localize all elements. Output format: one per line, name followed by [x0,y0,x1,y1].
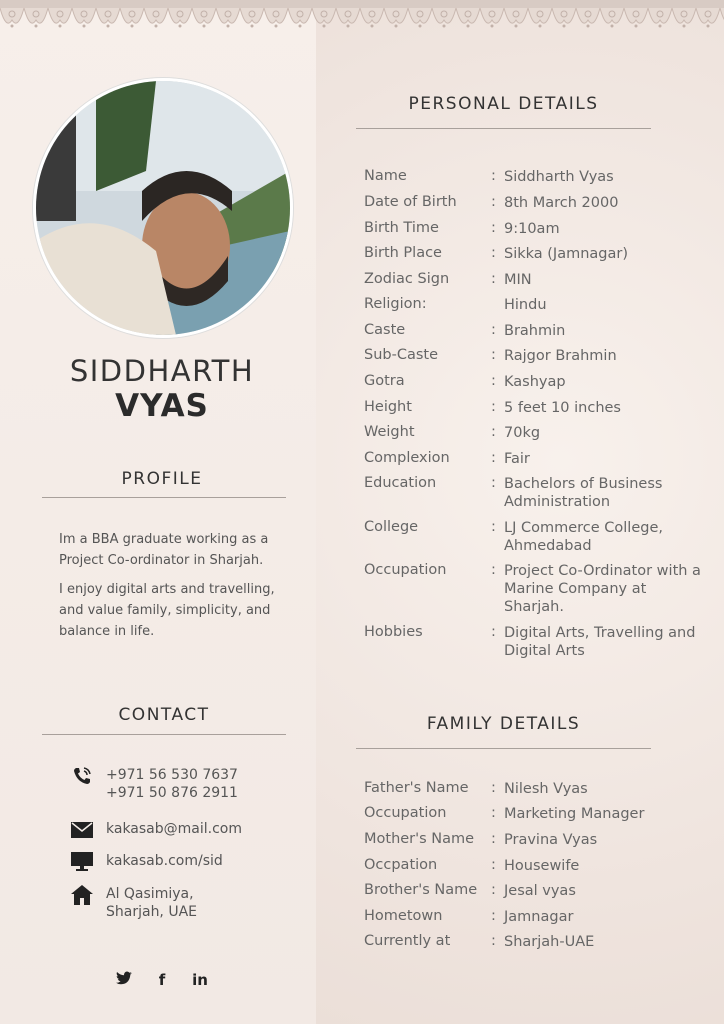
family-label: Mother's Name [364,831,475,847]
personal-value: LJ Commerce College, Ahmedabad [504,520,663,554]
personal-value: MIN [504,272,532,288]
personal-value: Siddharth Vyas [504,169,614,185]
personal-label: Weight [364,424,415,440]
family-separator: : [491,805,496,821]
personal-label: Complexion [364,450,450,466]
twitter-icon[interactable] [115,971,133,989]
monitor-icon [70,852,94,872]
personal-separator: : [491,475,496,491]
personal-separator: : [491,562,496,578]
contact-divider [42,734,286,735]
family-value: Jamnagar [504,909,574,925]
family-separator: : [491,933,496,949]
personal-label: Birth Place [364,245,442,261]
profile-heading: PROFILE [121,469,203,489]
family-label: Occupation [364,805,447,821]
home-icon [70,885,94,905]
family-details-heading: FAMILY DETAILS [426,714,581,734]
personal-value: Digital Arts, Travelling and Digital Arts [504,625,696,659]
website-link[interactable]: kakasab.com/sid [106,853,223,869]
contact-heading: CONTACT [118,705,210,725]
personal-separator: : [491,168,496,184]
personal-value: Project Co-Ordinator with a Marine Company at Sharjah. [504,563,701,615]
personal-label: Name [364,168,407,184]
personal-label: Zodiac Sign [364,271,450,287]
contact-website [70,852,223,872]
personal-label: College [364,519,419,535]
personal-value: Hindu [504,297,547,313]
family-separator: : [491,908,496,924]
personal-label: Birth Time [364,220,439,236]
family-label: Currently at [364,933,451,949]
personal-separator: : [491,519,496,535]
profile-text-2: I enjoy digital arts and travelling, and value family, simplicity, and balance in life. [59,582,275,639]
personal-details-heading: PERSONAL DETAILS [408,94,599,114]
personal-separator: : [491,194,496,210]
family-label: Hometown [364,908,443,924]
personal-separator: : [491,424,496,440]
profile-photo [33,78,293,338]
family-value: Pravina Vyas [504,832,598,848]
personal-label: Date of Birth [364,194,457,210]
personal-divider [356,128,651,129]
lace-border-decoration [0,0,724,38]
contact-address [70,885,197,921]
family-divider [356,748,651,749]
personal-value: Fair [504,451,530,467]
personal-value: Bachelors of Business Administration [504,476,663,510]
personal-value: Kashyap [504,374,566,390]
phone-icon [70,766,94,786]
profile-text-1: Im a BBA graduate working as a Project Co-ordinator in Sharjah. [59,532,269,568]
contact-phone [70,766,238,802]
family-separator: : [491,831,496,847]
personal-separator: : [491,322,496,338]
personal-separator: : [491,450,496,466]
family-value: Housewife [504,858,580,874]
personal-label: Hobbies [364,624,423,640]
first-name: SIDDHARTH [69,354,255,388]
personal-value: Sikka (Jamnagar) [504,246,628,262]
personal-separator: : [491,347,496,363]
family-value: Sharjah-UAE [504,934,595,950]
mail-icon [70,820,94,840]
personal-label: Occupation [364,562,447,578]
email-link[interactable]: kakasab@mail.com [106,821,242,837]
profile-divider [42,497,286,498]
family-label: Brother's Name [364,882,478,898]
family-label: Father's Name [364,780,469,796]
facebook-icon[interactable]: f [158,971,166,989]
personal-value: 5 feet 10 inches [504,400,621,416]
personal-value: Brahmin [504,323,566,339]
personal-label: Religion: [364,296,427,312]
personal-label: Education [364,475,437,491]
address-line-1: Al Qasimiya, [106,886,194,902]
personal-separator: : [491,220,496,236]
family-value: Jesal vyas [504,883,576,899]
personal-separator: : [491,624,496,640]
personal-separator: : [491,271,496,287]
phone-number-1[interactable]: +971 56 530 7637 [106,767,238,783]
phone-number-2[interactable]: +971 50 876 2911 [106,785,238,801]
address-line-2: Sharjah, UAE [106,904,198,920]
family-separator: : [491,882,496,898]
personal-label: Sub-Caste [364,347,439,363]
personal-value: 9:10am [504,221,560,237]
personal-label: Caste [364,322,406,338]
social-links [115,971,209,989]
family-separator: : [491,780,496,796]
personal-separator: : [491,399,496,415]
contact-email [70,820,242,840]
last-name: VYAS [115,388,209,424]
family-separator: : [491,857,496,873]
personal-separator: : [491,245,496,261]
personal-label: Height [364,399,412,415]
personal-value: Rajgor Brahmin [504,348,617,364]
family-value: Marketing Manager [504,806,645,822]
personal-value: 70kg [504,425,541,441]
personal-value: 8th March 2000 [504,195,619,211]
linkedin-icon[interactable]: in [192,971,208,989]
personal-separator: : [491,373,496,389]
family-label: Occpation [364,857,438,873]
personal-label: Gotra [364,373,405,389]
family-value: Nilesh Vyas [504,781,588,797]
